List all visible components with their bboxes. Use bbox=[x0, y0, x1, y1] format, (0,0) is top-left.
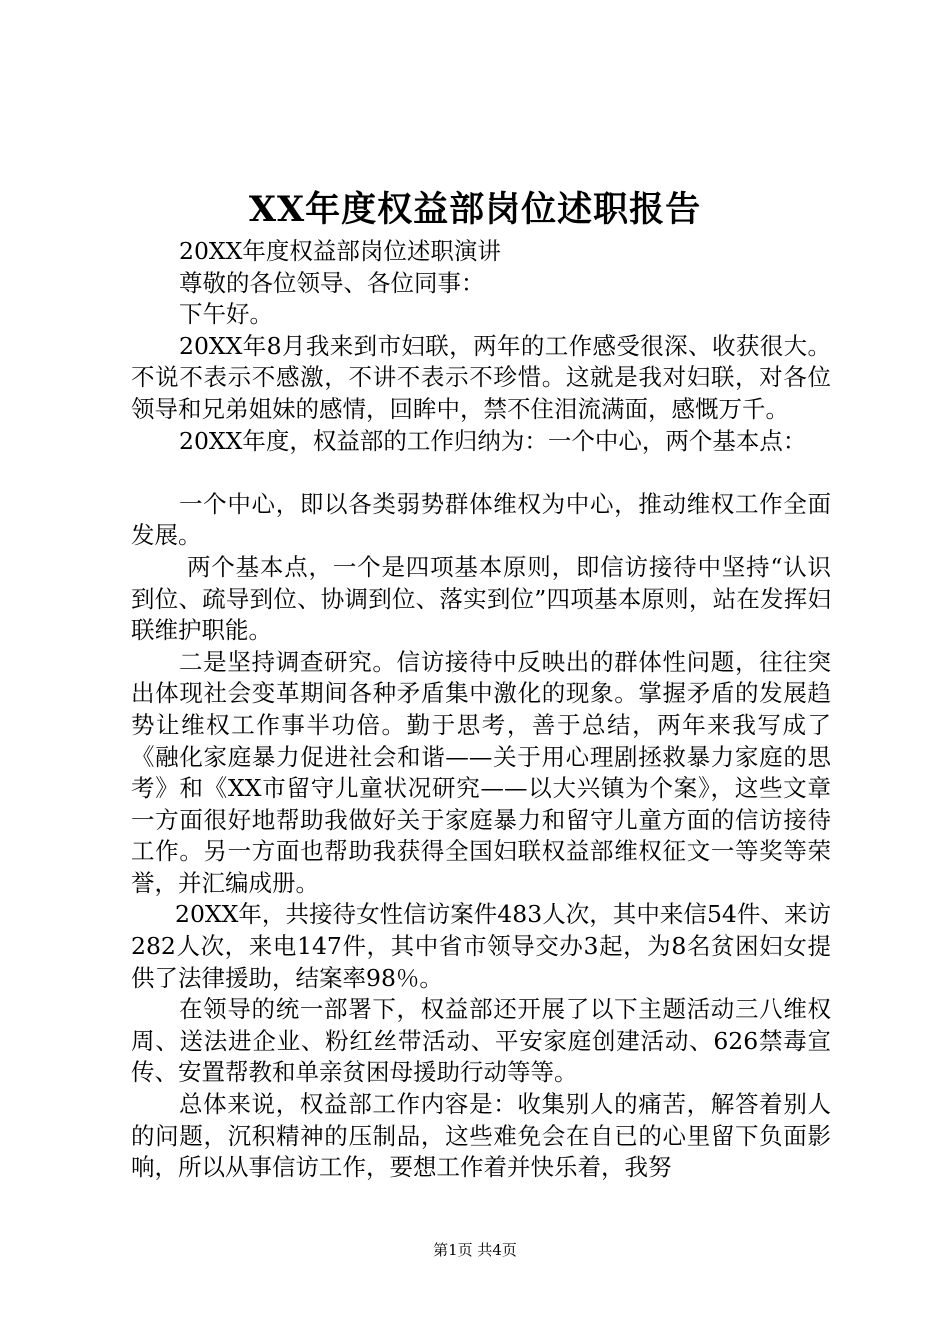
paragraph-activities: 在领导的统一部署下，权益部还开展了以下主题活动三八维权周、送法进企业、粉红丝带活动、平安家庭创建活动、626禁毒宣传、安置帮教和单亲贫困母援助行动等等。 bbox=[131, 995, 831, 1087]
paragraph-summary: 20XX年度，权益部的工作归纳为：一个中心，两个基本点： bbox=[179, 426, 807, 455]
paragraph-research: 二是坚持调查研究。信访接待中反映出的群体性问题，往往突出体现社会变革期间各种矛盾集中激化的现象。掌握矛盾的发展趋势让维权工作事半功倍。勤于思考，善于总结，两年来我写成了《融化家庭暴力促进社会和谐——关于用心理剧拯救暴力家庭的思考》和《XX市留守儿童状况研究——以大兴镇为个案》，这些文章一方面很好地帮助我做好关于家庭暴力和留守儿童方面的信访接待工作。另一方面也帮助我获得全国妇联权益部维权征文一等奖等荣誉，并汇编成册。 bbox=[131, 647, 831, 897]
blank-line bbox=[131, 457, 831, 489]
paragraph-subtitle: 20XX年度权益部岗位述职演讲 bbox=[179, 237, 501, 265]
paragraph-two-points: 两个基本点，一个是四项基本原则，即信访接待中坚持“认识到位、疏导到位、协调到位、落实到位”四项基本原则，站在发挥妇联维护职能。 bbox=[131, 552, 831, 645]
document-body bbox=[131, 236, 831, 1184]
paragraph-one-center: 一个中心，即以各类弱势群体维权为中心，推动维权工作全面发展。 bbox=[131, 489, 831, 550]
paragraph-greeting: 下午好。 bbox=[179, 300, 273, 329]
paragraph-statistics: 20XX年，共接待女性信访案件483人次，其中来信54件、来访282人次，来电147件，其中省市领导交办3起，为8名贫困妇女提供了法律援助，结案率98％。 bbox=[131, 900, 831, 992]
paragraph-intro: 20XX年8月我来到市妇联，两年的工作感受很深、收获很大。不说不表示不感激，不讲不表示不珍惜。这就是我对妇联，对各位领导和兄弟姐妹的感情，回眸中，禁不住泪流满面，感慨万千。 bbox=[131, 331, 831, 423]
document-title: XX年度权益部岗位述职报告 bbox=[248, 189, 702, 230]
paragraph-salutation: 尊敬的各位领导、各位同事： bbox=[179, 268, 485, 297]
paragraph-conclusion: 总体来说，权益部工作内容是：收集别人的痛苦，解答着别人的问题，沉积精神的压制品，这些难免会在自已的心里留下负面影响，所以从事信访工作，要想工作着并快乐着，我努 bbox=[131, 1090, 831, 1182]
page-number-footer: 第1页 共4页 bbox=[433, 1241, 517, 1259]
